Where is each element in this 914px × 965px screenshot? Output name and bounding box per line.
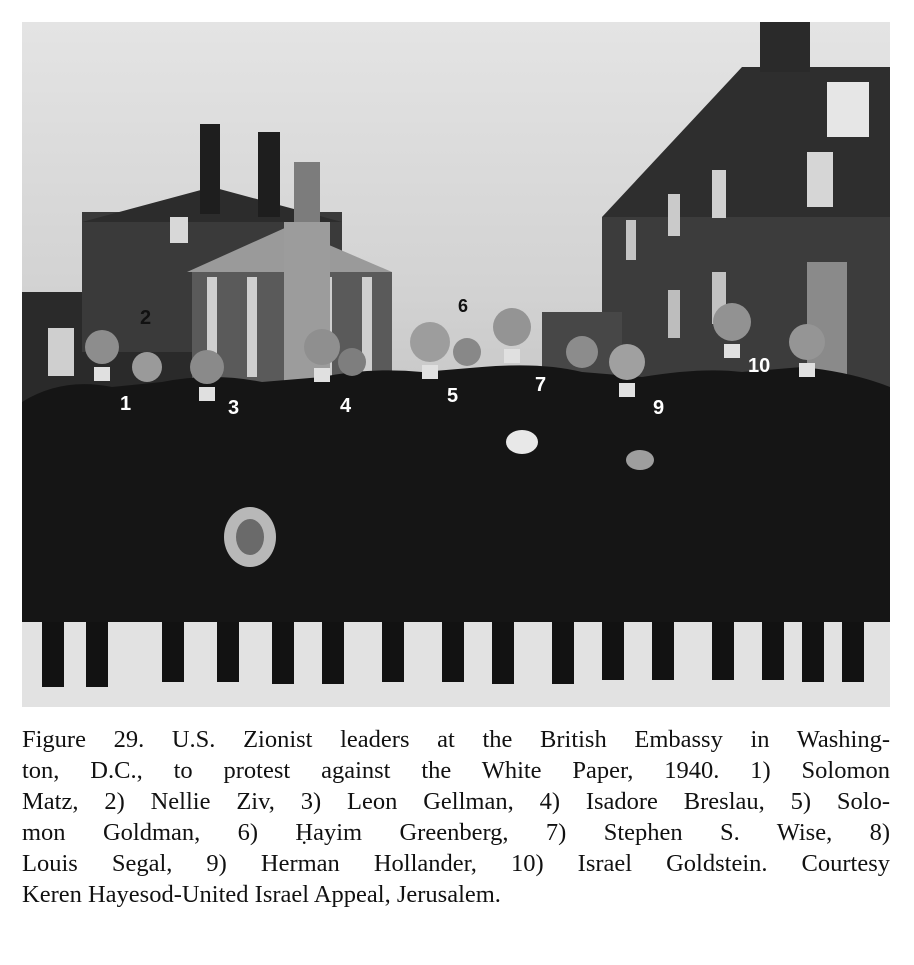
photo-label-10: 10 (748, 355, 771, 377)
photo-label-9: 9 (653, 397, 665, 419)
caption-line: Louis Segal, 9) Herman Hollander, 10) Israel Goldstein. Courtesy (22, 850, 890, 877)
caption-line: mon Goldman, 6) Ḥayim Greenberg, 7) Stephen S. Wise, 8) (22, 819, 890, 846)
photo-label-2: 2 (140, 307, 152, 329)
photo-label-3: 3 (228, 397, 240, 419)
photo-label-5: 5 (447, 385, 459, 407)
caption-line: ton, D.C., to protest against the White Paper, 1940. 1) Solomon (22, 757, 890, 784)
caption-line: Matz, 2) Nellie Ziv, 3) Leon Gellman, 4) Isadore Breslau, 5) Solo- (22, 788, 890, 815)
caption-line: Figure 29. U.S. Zionist leaders at the British Embassy in Washing- (22, 726, 890, 753)
historical-photograph (22, 22, 890, 707)
photo-label-1: 1 (120, 393, 132, 415)
figure-caption (22, 724, 890, 910)
photo-label-4: 4 (340, 395, 352, 417)
photo-label-6: 6 (458, 296, 469, 316)
caption-line: Keren Hayesod-United Israel Appeal, Jerusalem. (22, 881, 501, 908)
photo-label-7: 7 (535, 374, 547, 396)
